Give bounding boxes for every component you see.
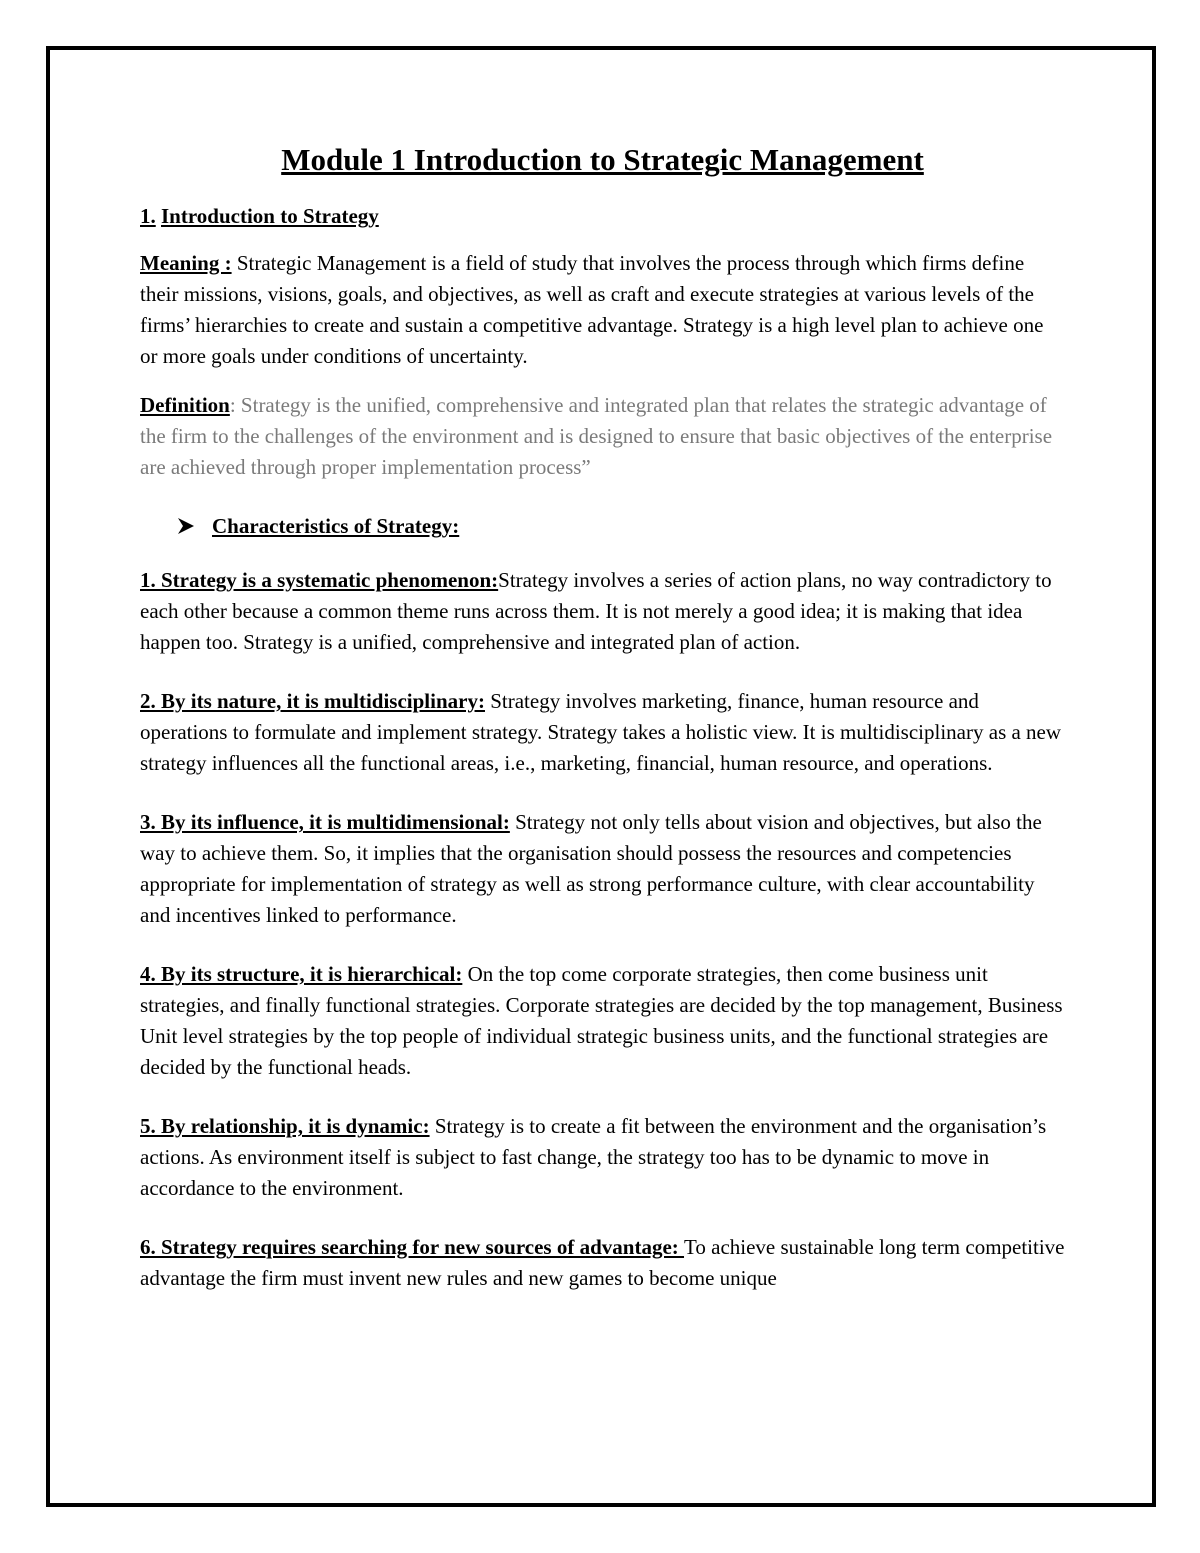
section-title: Introduction to Strategy <box>161 204 379 228</box>
characteristic-item <box>140 565 1065 658</box>
definition-paragraph <box>140 390 1065 483</box>
characteristics-title: Characteristics of Strategy: <box>212 514 460 538</box>
meaning-paragraph <box>140 248 1065 372</box>
characteristic-text: On the top come corporate strategies, then come business unit strategies, and finally functional strategies. Corporate strategies are decided by the top management, Business Unit level strategies by the top people of individual strategic business units, and the functional strategies are decided by the functional heads. <box>140 962 1063 1079</box>
characteristic-label: 6. Strategy requires searching for new sources of advantage: <box>140 1235 685 1259</box>
characteristic-label: 4. By its structure, it is hierarchical: <box>140 962 463 986</box>
characteristic-text: Strategy is to create a fit between the environment and the organisation’s actions. As environment itself is subject to fast change, the strategy too has to be dynamic to move in accordance to the environment. <box>140 1114 1047 1200</box>
definition-text: : Strategy is the unified, comprehensive and integrated plan that relates the strategic advantage of the firm to the challenges of the environment and is designed to ensure that basic objectives of the enterprise are achieved through proper implementation process” <box>140 393 1053 479</box>
page-title: Module 1 Introduction to Strategic Management <box>281 142 924 177</box>
characteristic-label: 1. Strategy is a systematic phenomenon: <box>140 568 499 592</box>
characteristic-text: Strategy involves marketing, finance, human resource and operations to formulate and implement strategy. Strategy takes a holistic view. It is multidisciplinary as a new strategy influences all the functional areas, i.e., marketing, financial, human resource, and operations. <box>140 689 1062 775</box>
characteristic-item <box>140 807 1065 931</box>
section-number: 1. <box>140 204 156 228</box>
meaning-label: Meaning : <box>140 251 232 275</box>
characteristic-label: 3. By its influence, it is multidimensional: <box>140 810 510 834</box>
document-body <box>140 140 1065 1322</box>
characteristic-text: Strategy not only tells about vision and objectives, but also the way to achieve them. So, it implies that the organisation should possess the resources and competencies appropriate for implementation of strategy as well as strong performance culture, with clear accountability and incentives linked to performance. <box>140 810 1042 927</box>
characteristic-label: 2. By its nature, it is multidisciplinary: <box>140 689 485 713</box>
characteristic-item <box>140 959 1065 1083</box>
arrow-bullet-icon <box>176 516 196 536</box>
characteristics-heading <box>176 511 1065 541</box>
characteristic-item <box>140 1232 1065 1294</box>
meaning-text: Strategic Management is a field of study that involves the process through which firms define their missions, visions, goals, and objectives, as well as craft and execute strategies at various levels of the firms’ hierarchies to create and sustain a competitive advantage. Strategy is a high level plan to achieve one or more goals under conditions of uncertainty. <box>140 251 1044 368</box>
characteristic-item <box>140 1111 1065 1204</box>
characteristic-text: To achieve sustainable long term competitive advantage the firm must invent new rules and new games to become unique <box>140 1235 1065 1290</box>
characteristic-label: 5. By relationship, it is dynamic: <box>140 1114 430 1138</box>
definition-label: Definition <box>140 393 230 417</box>
section-heading <box>140 202 1065 230</box>
characteristic-text: Strategy involves a series of action plans, no way contradictory to each other because a common theme runs across them. It is not merely a good idea; it is making that idea happen too. Strategy is a unified, comprehensive and integrated plan of action. <box>140 568 1052 654</box>
characteristic-item <box>140 686 1065 779</box>
